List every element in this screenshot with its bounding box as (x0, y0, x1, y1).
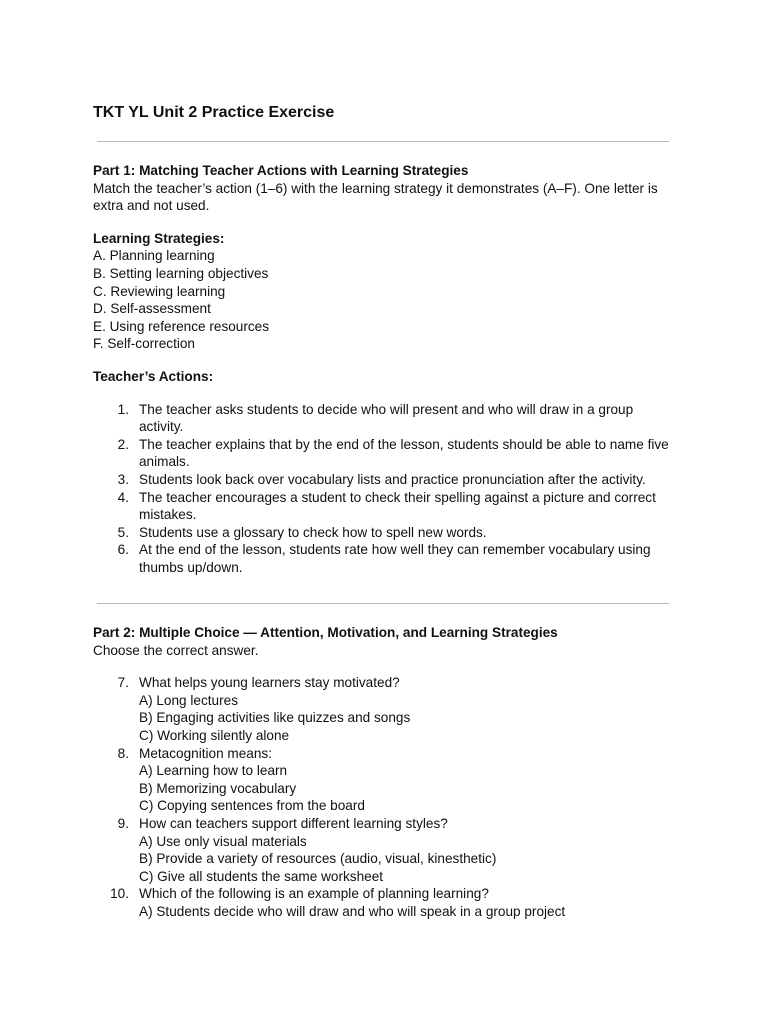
document-title: TKT YL Unit 2 Practice Exercise (93, 104, 335, 121)
question-item (93, 674, 678, 744)
item-text: The teacher encourages a student to check their spelling against a picture and correct mistakes. (139, 489, 656, 523)
strategy-item: D. Self-assessment (93, 301, 211, 317)
strategy-item: B. Setting learning objectives (93, 265, 269, 281)
question-item (93, 815, 678, 885)
question-item (93, 885, 678, 920)
action-item (93, 524, 678, 542)
item-number: 1. (117, 401, 129, 417)
question-text: What helps young learners stay motivated? (139, 675, 400, 691)
answer-option: B) Memorizing vocabulary (139, 780, 297, 796)
strategy-item: C. Reviewing learning (93, 283, 226, 299)
answer-option: A) Long lectures (139, 692, 238, 708)
action-item (93, 541, 678, 576)
item-text: Students use a glossary to check how to spell new words. (139, 524, 487, 540)
action-item (93, 436, 678, 471)
divider (97, 603, 669, 604)
item-number: 3. (117, 471, 129, 487)
item-text: The teacher explains that by the end of the lesson, students should be able to name five animals. (139, 436, 669, 470)
answer-option: C) Working silently alone (139, 727, 290, 743)
questions-list (93, 674, 678, 920)
part1-section (93, 162, 678, 576)
item-number: 7. (117, 675, 129, 691)
item-number: 10. (110, 886, 129, 902)
actions-list (93, 401, 678, 577)
actions-heading: Teacher’s Actions: (93, 368, 214, 384)
part2-section (93, 624, 678, 921)
item-number: 6. (117, 542, 129, 558)
strategy-item: F. Self-correction (93, 336, 195, 352)
action-item (93, 401, 678, 436)
item-number: 5. (117, 524, 129, 540)
item-number: 9. (117, 815, 129, 831)
part1-heading: Part 1: Matching Teacher Actions with Learning Strategies (93, 163, 469, 178)
item-text: At the end of the lesson, students rate how well they can remember vocabulary using thumbs up/down. (139, 542, 651, 575)
answer-option: B) Engaging activities like quizzes and songs (139, 710, 411, 726)
divider (97, 141, 669, 142)
action-item (93, 489, 678, 524)
item-number: 8. (117, 745, 129, 761)
answer-option: A) Learning how to learn (139, 763, 288, 779)
item-text: The teacher asks students to decide who will present and who will draw in a group activity. (139, 401, 634, 435)
strategies-heading: Learning Strategies: (93, 230, 225, 246)
part2-heading: Part 2: Multiple Choice — Attention, Motivation, and Learning Strategies (93, 625, 558, 640)
question-text: Metacognition means: (139, 745, 272, 761)
answer-option: C) Copying sentences from the board (139, 798, 365, 814)
item-text: Students look back over vocabulary lists and practice pronunciation after the activity. (139, 471, 646, 487)
part1-instruction: Match the teacher’s action (1–6) with the learning strategy it demonstrates (A–F). One letter is extra and not used. (93, 180, 658, 214)
answer-option: C) Give all students the same worksheet (139, 868, 384, 884)
question-text: Which of the following is an example of planning learning? (139, 886, 489, 902)
item-number: 4. (117, 489, 129, 505)
answer-option: B) Provide a variety of resources (audio, visual, kinesthetic) (139, 851, 497, 867)
action-item (93, 471, 678, 489)
answer-option: A) Use only visual materials (139, 833, 307, 849)
question-item (93, 745, 678, 815)
item-number: 2. (117, 436, 129, 452)
part2-instruction: Choose the correct answer. (93, 642, 259, 658)
answer-option: A) Students decide who will draw and who will speak in a group project (139, 903, 566, 919)
question-text: How can teachers support different learning styles? (139, 815, 448, 831)
strategy-item: E. Using reference resources (93, 318, 270, 334)
strategy-item: A. Planning learning (93, 248, 215, 264)
